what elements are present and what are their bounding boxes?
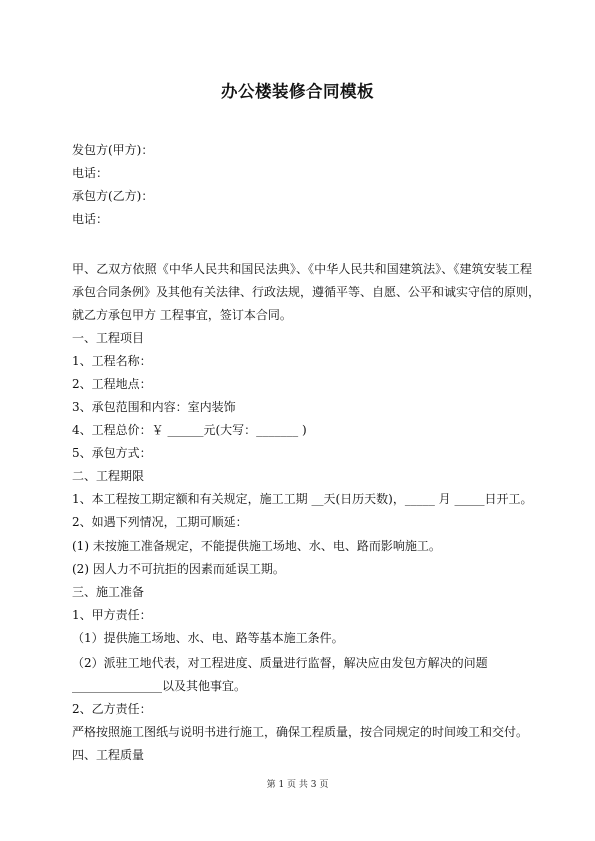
section-heading: 二、工程期限 bbox=[72, 469, 145, 483]
clause-line: (2) 因人力不可抗拒的因素而延误工期。 bbox=[72, 562, 285, 576]
clause-line: 严格按照施工图纸与说明书进行施工，确保工程质量，按合同规定的时间竣工和交付。 bbox=[72, 725, 529, 739]
clause-line: 3、承包范围和内容：室内装饰 bbox=[72, 400, 236, 414]
clause-line: 2、工程地点： bbox=[72, 377, 152, 391]
clause-line: 1、本工程按工期定额和有关规定，施工工期 __天(日历天数)，_____ 月 _____日开工。 bbox=[72, 492, 533, 506]
clause-line: 2、乙方责任： bbox=[72, 702, 152, 716]
party-b-label: 承包方(乙方)： bbox=[72, 189, 154, 203]
section-heading: 四、工程质量 bbox=[72, 748, 145, 762]
party-a-label: 发包方(甲方)： bbox=[72, 143, 154, 157]
preamble-line: 甲、乙双方依照《中华人民共和国民法典》、《中华人民共和国建筑法》、《建筑安装工程 bbox=[72, 262, 532, 276]
preamble-line: 承包合同条例》及其他有关法律、行政法规，遵循平等、自愿、公平和诚实守信的原则， bbox=[72, 285, 541, 299]
section-heading: 一、工程项目 bbox=[72, 331, 145, 345]
clause-line: （2）派驻工地代表，对工程进度、质量进行监督，解决应由发包方解决的问题 bbox=[72, 656, 488, 670]
section-heading: 三、施工准备 bbox=[72, 585, 145, 599]
clause-line: 1、甲方责任： bbox=[72, 608, 152, 622]
document-title: 办公楼装修合同模板 bbox=[221, 82, 374, 101]
clause-line: （1）提供施工场地、水、电、路等基本施工条件。 bbox=[72, 631, 344, 645]
party-a-phone: 电话： bbox=[72, 166, 109, 180]
page-footer: 第 1 页 共 3 页 bbox=[266, 780, 329, 790]
clause-line: 1、工程名称： bbox=[72, 354, 152, 368]
clause-line: (1) 未按施工准备规定，不能提供施工场地、水、电、路而影响施工。 bbox=[72, 539, 441, 553]
clause-line: 4、工程总价：￥ ______元(大写：_______ ) bbox=[72, 423, 307, 437]
preamble-line: 就乙方承包甲方 工程事宜，签订本合同。 bbox=[72, 308, 292, 322]
clause-line: 5、承包方式： bbox=[72, 446, 152, 460]
party-b-phone: 电话： bbox=[72, 212, 109, 226]
clause-line: 2、如遇下列情况，工期可顺延： bbox=[72, 515, 248, 529]
clause-line: _______________以及其他事宜。 bbox=[72, 679, 247, 693]
